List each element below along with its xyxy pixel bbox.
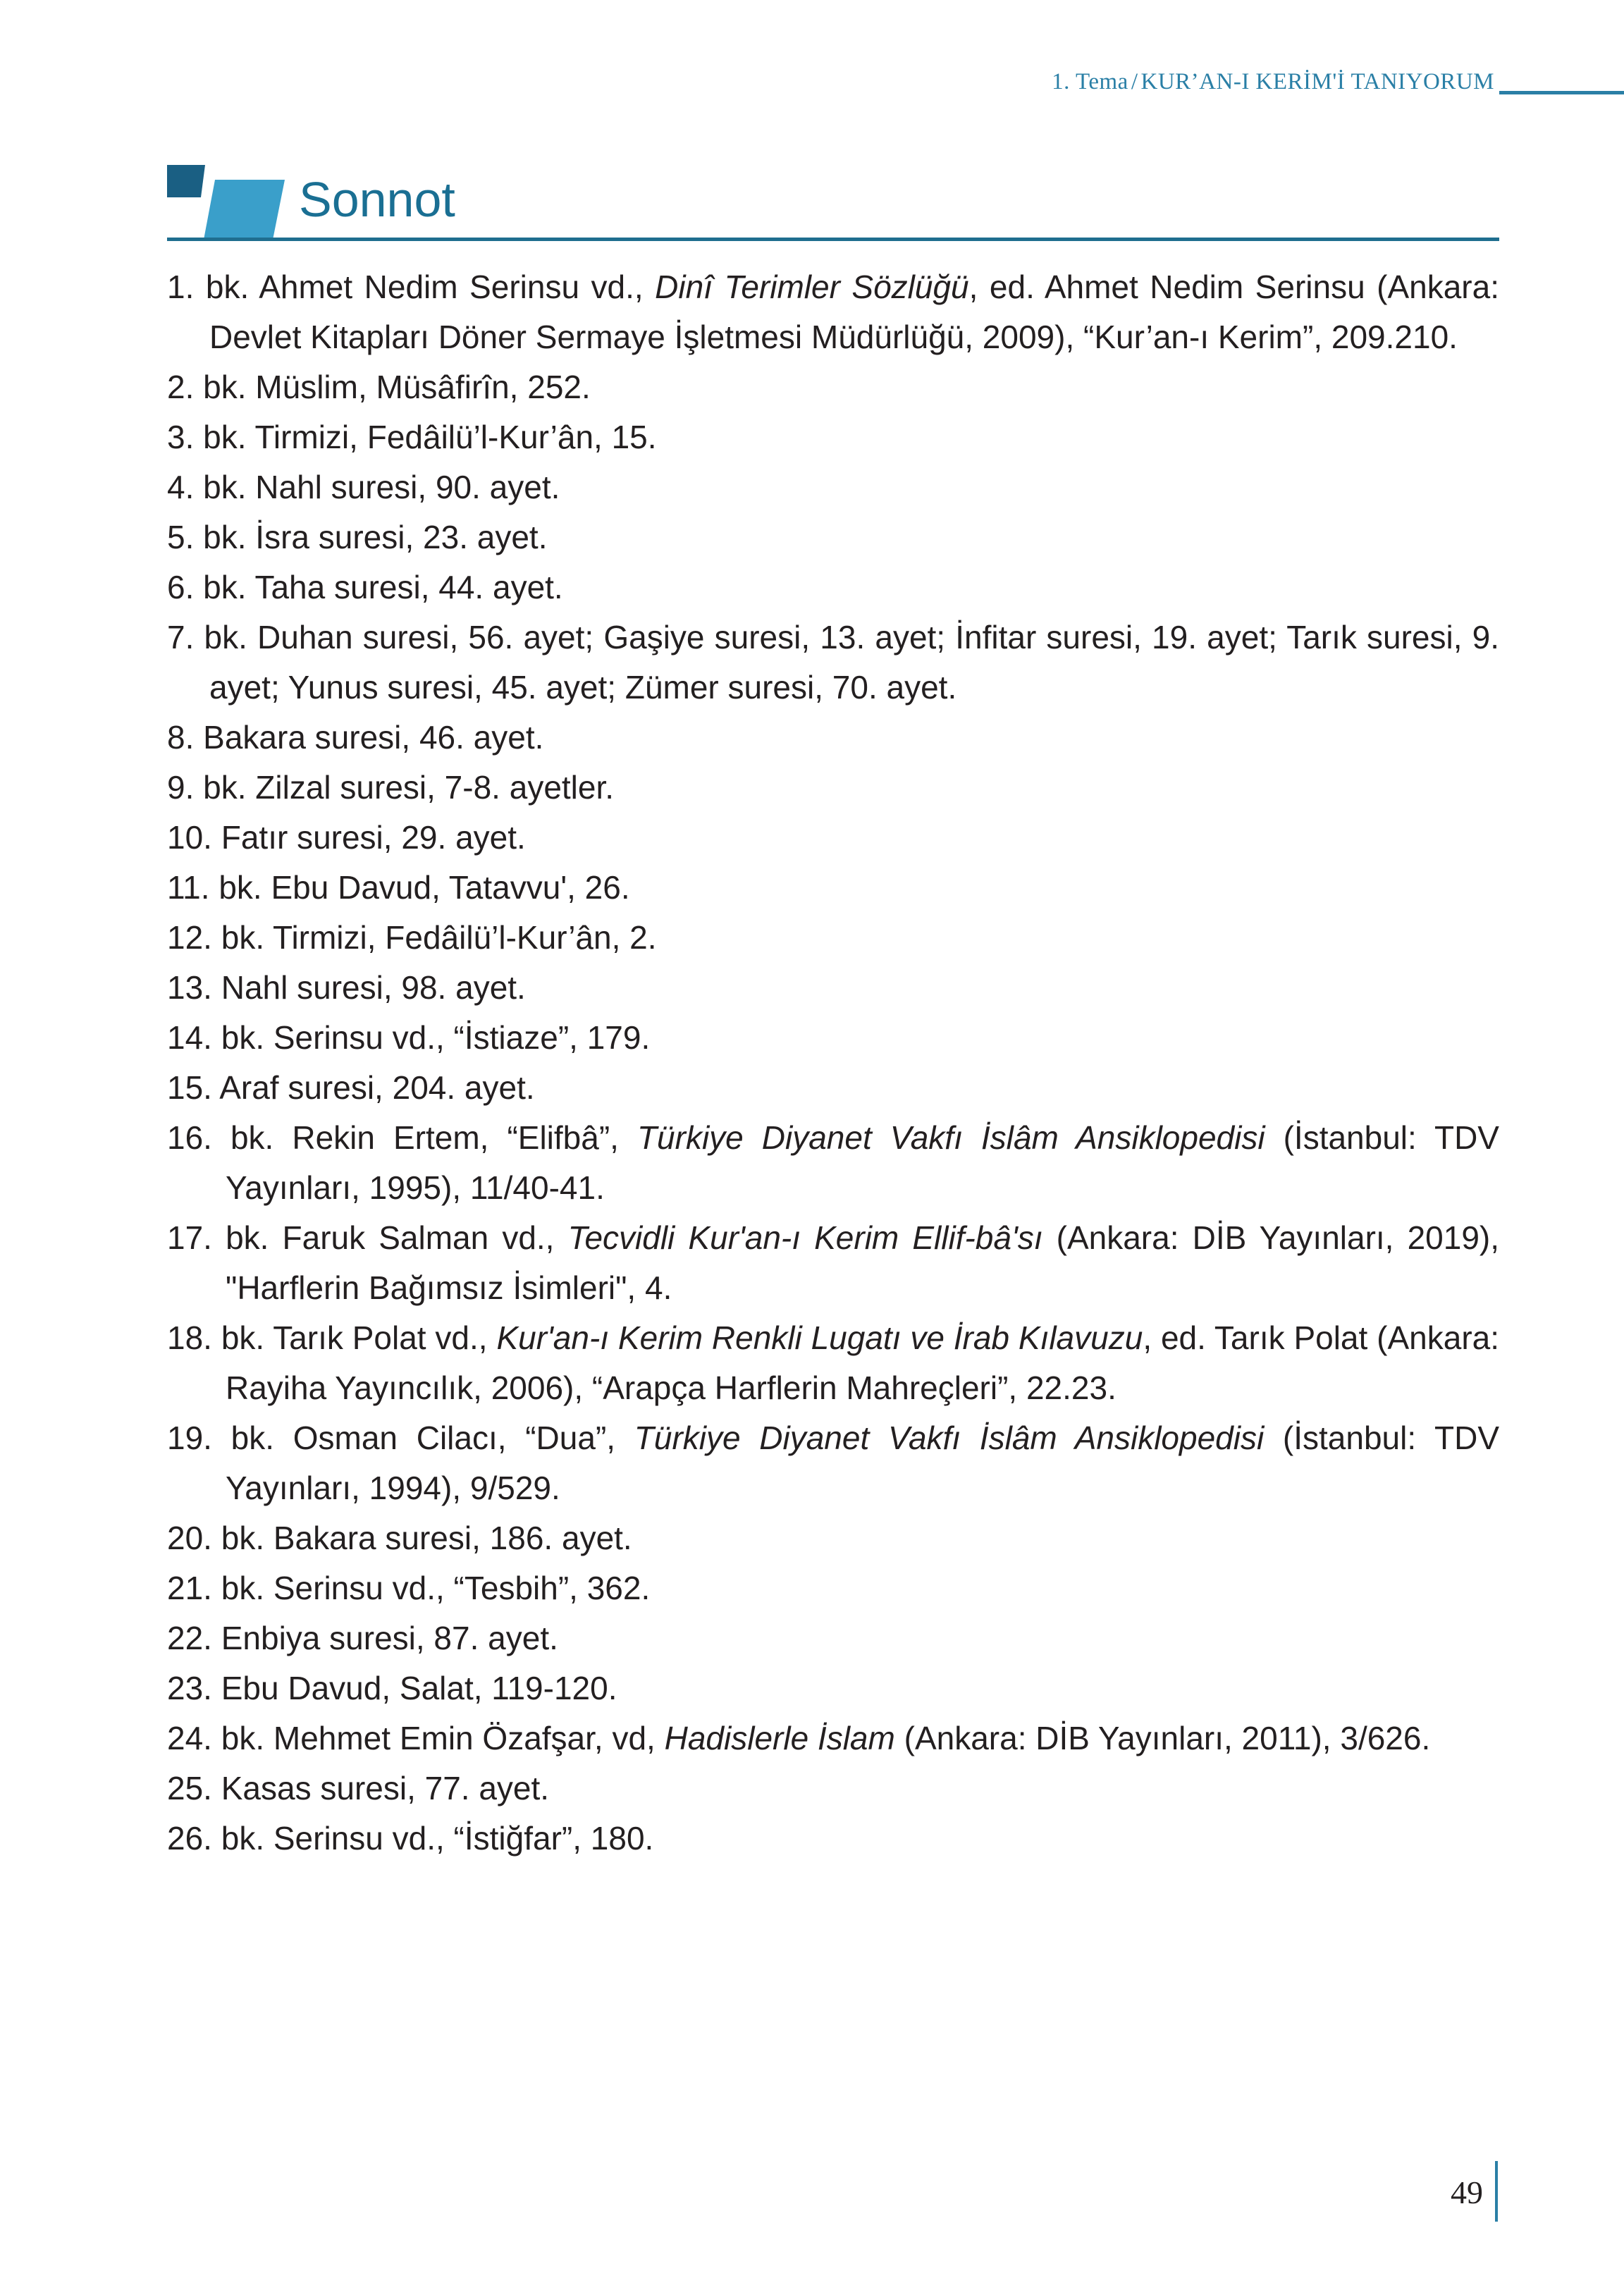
endnote-item <box>167 1413 1499 1513</box>
endnote-text: bk. Faruk Salman vd., <box>226 1219 568 1256</box>
endnote-text: bk. Osman Cilacı, “Dua”, <box>230 1420 634 1456</box>
endnote-number: 16. <box>167 1119 212 1156</box>
endnote-text: Kasas suresi, 77. ayet. <box>221 1770 550 1806</box>
endnote-number: 19. <box>167 1420 212 1456</box>
page-number: 49 <box>1451 2174 1483 2210</box>
endnote-text-rest: (Ankara: DİB Yayınları, 2011), 3/626. <box>894 1720 1431 1756</box>
endnote-item <box>167 1113 1499 1213</box>
endnote-text: bk. Serinsu vd., “Tesbih”, 362. <box>221 1570 651 1606</box>
endnote-number: 22. <box>167 1620 212 1656</box>
endnote-item <box>167 362 1499 412</box>
section-title-mark-icon <box>167 162 285 240</box>
endnote-item <box>167 813 1499 863</box>
endnote-number: 21. <box>167 1570 212 1606</box>
endnote-item <box>167 1313 1499 1413</box>
endnote-item <box>167 1513 1499 1563</box>
endnote-item <box>167 612 1499 713</box>
endnote-text: bk. Rekin Ertem, “Elifbâ”, <box>230 1119 637 1156</box>
endnote-number: 17. <box>167 1219 212 1256</box>
endnote-text: bk. Tarık Polat vd., <box>221 1319 497 1356</box>
endnote-item <box>167 562 1499 612</box>
endnote-text: bk. Nahl suresi, 90. ayet. <box>203 469 560 505</box>
endnote-number: 14. <box>167 1019 212 1056</box>
endnote-text: bk. İsra suresi, 23. ayet. <box>203 519 548 555</box>
endnote-number: 1. <box>167 269 195 305</box>
endnote-text: Nahl suresi, 98. ayet. <box>221 969 526 1006</box>
endnote-item <box>167 512 1499 562</box>
endnote-text: bk. Mehmet Emin Özafşar, vd, <box>221 1720 665 1756</box>
endnote-number: 11. <box>167 869 210 906</box>
endnote-number: 20. <box>167 1520 212 1556</box>
endnote-title: Türkiye Diyanet Vakfı İslâm Ansiklopedisi <box>636 1119 1265 1156</box>
endnote-number: 25. <box>167 1770 212 1806</box>
endnote-text: Enbiya suresi, 87. ayet. <box>221 1620 558 1656</box>
endnote-text-rest: (Ankara: DİB Yayınları, 2019), "Harflerin Bağımsız İsimleri", 4. <box>226 1219 1499 1306</box>
endnote-number: 2. <box>167 369 195 405</box>
mark-light-block <box>204 180 285 240</box>
endnote-text: Ebu Davud, Salat, 119-120. <box>221 1670 617 1706</box>
endnote-item <box>167 1013 1499 1063</box>
endnote-number: 12. <box>167 919 212 956</box>
endnote-number: 4. <box>167 469 195 505</box>
endnote-number: 26. <box>167 1820 212 1857</box>
endnote-item <box>167 1814 1499 1864</box>
endnote-text: bk. Ahmet Nedim Serinsu vd., <box>205 269 656 305</box>
endnote-item <box>167 1763 1499 1814</box>
endnote-text: bk. Ebu Davud, Tatavvu', 26. <box>219 869 630 906</box>
endnotes-list <box>167 262 1499 1864</box>
chapter-label: KUR’AN-I KERİM'İ TANIYORUM <box>1140 69 1494 94</box>
endnote-number: 3. <box>167 419 195 455</box>
endnote-text-rest: (İstanbul: TDV Yayınları, 1994), 9/529. <box>226 1420 1499 1506</box>
endnote-text: bk. Müslim, Müsâfirîn, 252. <box>203 369 591 405</box>
endnote-number: 18. <box>167 1319 212 1356</box>
header-rule <box>1499 91 1624 94</box>
endnote-title: Kur'an-ı Kerim Renkli Lugatı ve İrab Kılavuzu <box>496 1319 1143 1356</box>
endnote-item <box>167 262 1499 362</box>
endnote-number: 7. <box>167 619 195 655</box>
endnote-item <box>167 1613 1499 1663</box>
endnote-title: Türkiye Diyanet Vakfı İslâm Ansiklopedisi <box>634 1420 1265 1456</box>
running-head <box>1052 69 1494 95</box>
endnote-item <box>167 1063 1499 1113</box>
endnote-text: Araf suresi, 204. ayet. <box>219 1069 535 1106</box>
endnote-number: 6. <box>167 569 195 605</box>
endnote-text-rest: (İstanbul: TDV Yayınları, 1995), 11/40-41. <box>226 1119 1499 1206</box>
mark-dark-block <box>167 165 205 197</box>
endnote-number: 13. <box>167 969 212 1006</box>
endnote-text-rest: , ed. Tarık Polat (Ankara: Rayiha Yayıncılık, 2006), “Arapça Harflerin Mahreçleri”, 22.23. <box>226 1319 1499 1406</box>
endnote-number: 24. <box>167 1720 212 1756</box>
endnote-item <box>167 913 1499 963</box>
endnote-item <box>167 713 1499 763</box>
endnote-item <box>167 1713 1499 1763</box>
endnote-text: bk. Tirmizi, Fedâilü’l-Kur’ân, 2. <box>221 919 657 956</box>
endnote-item <box>167 1213 1499 1313</box>
endnote-text: Fatır suresi, 29. ayet. <box>221 819 526 856</box>
endnote-item <box>167 1563 1499 1613</box>
endnote-item <box>167 963 1499 1013</box>
endnote-item <box>167 462 1499 512</box>
endnote-title: Dinî Terimler Sözlüğü <box>655 269 969 305</box>
endnote-text-rest: , ed. Ahmet Nedim Serinsu (Ankara: Devlet Kitapları Döner Sermaye İşletmesi Müdürlüğü, 2009), “Kur’an-ı Kerim”, 209.210. <box>209 269 1499 355</box>
endnote-number: 15. <box>167 1069 212 1106</box>
page-number-rule <box>1495 2161 1498 2222</box>
section-title: Sonnot <box>299 172 455 227</box>
header-separator: / <box>1131 69 1138 94</box>
endnote-number: 9. <box>167 769 195 806</box>
endnote-title: Hadislerle İslam <box>664 1720 895 1756</box>
endnote-text: Bakara suresi, 46. ayet. <box>203 719 544 756</box>
theme-label: 1. Tema <box>1052 69 1128 94</box>
endnote-item <box>167 412 1499 462</box>
endnote-title: Tecvidli Kur'an-ı Kerim Ellif-bâ'sı <box>567 1219 1043 1256</box>
section-title-rule <box>167 238 1499 241</box>
endnote-number: 8. <box>167 719 195 756</box>
endnote-number: 10. <box>167 819 212 856</box>
endnote-text: bk. Zilzal suresi, 7-8. ayetler. <box>203 769 615 806</box>
endnote-text: bk. Duhan suresi, 56. ayet; Gaşiye suresi, 13. ayet; İnfitar suresi, 19. ayet; Tarık suresi, 9. ayet; Yunus suresi, 45. ayet; Zümer suresi, 70. ayet. <box>204 619 1500 706</box>
endnote-text: bk. Taha suresi, 44. ayet. <box>203 569 563 605</box>
endnote-item <box>167 763 1499 813</box>
endnote-item <box>167 1663 1499 1713</box>
endnote-text: bk. Serinsu vd., “İstiğfar”, 180. <box>221 1820 654 1857</box>
endnote-number: 5. <box>167 519 195 555</box>
endnote-text: bk. Tirmizi, Fedâilü’l-Kur’ân, 15. <box>203 419 657 455</box>
endnote-text: bk. Serinsu vd., “İstiaze”, 179. <box>221 1019 651 1056</box>
endnote-number: 23. <box>167 1670 212 1706</box>
endnote-text: bk. Bakara suresi, 186. ayet. <box>221 1520 632 1556</box>
endnote-item <box>167 863 1499 913</box>
